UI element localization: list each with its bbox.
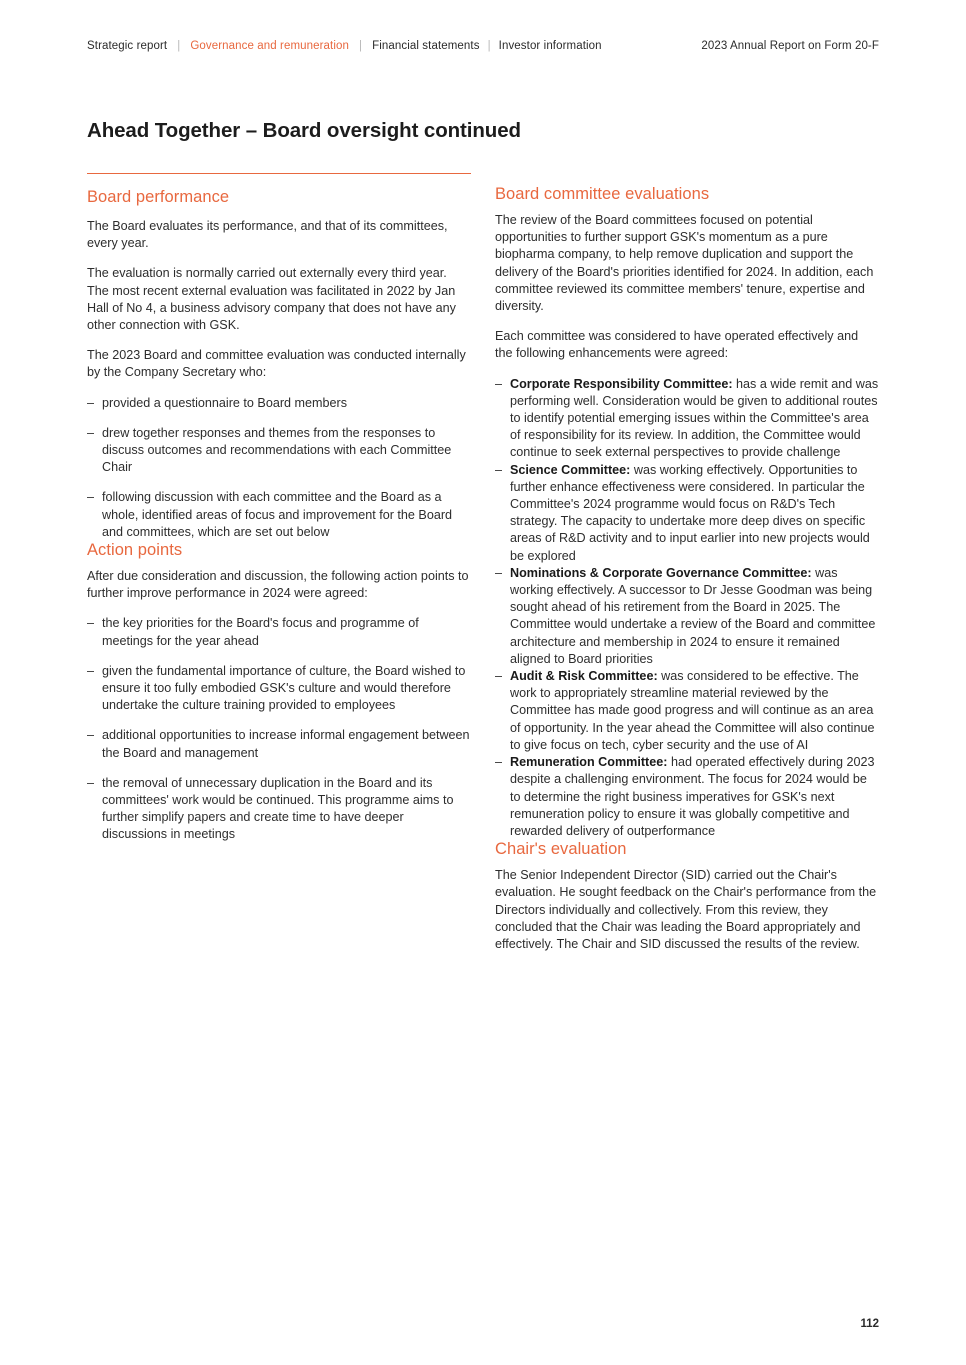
list-item-text: was working effectively. A successor to Dr Jesse Goodman was being sought ahead of his retirement from the Board in 2025. The Committee would undertake a review of the Board and committee architecture and membership in 2024 to ensure it remained aligned to Board priorities <box>510 565 876 666</box>
nav-separator: | <box>177 40 181 52</box>
committee-evaluations-bullet-list <box>495 376 879 840</box>
right-column <box>495 173 879 953</box>
paragraph: The review of the Board committees focused on potential opportunities to further support GSK's momentum as a pure biopharma company, to help remove duplication and support the delivery of the Board's priorities identified for 2024. In addition, each committee reviewed its committee members' tenure, expertise and diversity. <box>495 213 874 314</box>
list-item: – additional opportunities to increase informal engagement between the Board and management <box>87 727 471 761</box>
header-report-label: 2023 Annual Report on Form 20-F <box>701 40 879 52</box>
list-item <box>495 565 879 668</box>
list-item <box>495 668 879 754</box>
list-item <box>495 376 879 462</box>
list-item: – the key priorities for the Board's focus and programme of meetings for the year ahead <box>87 615 471 649</box>
list-item-lead: Corporate Responsibility Committee: <box>510 376 733 391</box>
paragraph: After due consideration and discussion, the following action points to further improve performance in 2024 were agreed: <box>87 569 469 601</box>
list-item: – following discussion with each committee and the Board as a whole, identified areas of focus and improvement for the Board and committees, which are set out below <box>87 489 471 541</box>
heading-board-performance: Board performance <box>87 188 230 206</box>
list-item-lead: Science Committee: <box>510 462 631 477</box>
nav-item-governance-and-remuneration[interactable]: Governance and remuneration <box>190 40 349 52</box>
left-column <box>87 173 471 953</box>
page-header <box>87 40 879 52</box>
paragraph: The Senior Independent Director (SID) carried out the Chair's evaluation. He sought feedback on the Chair's performance from the Directors individually and collectively. From this review, they concluded that the Chair was leading the Board appropriately and effectively. The Chair and SID discussed the results of the review. <box>495 868 877 951</box>
list-item-text: has a wide remit and was performing well. Consideration would be given to additional routes to identify potential emerging issues within the Committee's area of responsibility for its review. In addition, the Committee would continue to seek external perspectives to provide challenge <box>510 376 879 460</box>
paragraph: The 2023 Board and committee evaluation was conducted internally by the Company Secretary who: <box>87 348 466 380</box>
list-item: – given the fundamental importance of culture, the Board wished to ensure it too fully embodied GSK's culture and would therefore undertake the culture training provided to employees <box>87 663 471 715</box>
list-item-text: was considered to be effective. The work to appropriately streamline material reviewed by the Committee has made good progress and will continue as an area of opportunity. In the year ahead the Committee will also continue to give focus on tech, cyber security and the use of AI <box>510 669 875 752</box>
page-number: 112 <box>860 1318 879 1330</box>
section-divider-rule <box>87 173 471 174</box>
list-item: – provided a questionnaire to Board members <box>87 395 471 412</box>
paragraph: The Board evaluates its performance, and that of its committees, every year. <box>87 219 448 251</box>
list-item-lead: Audit & Risk Committee: <box>510 669 658 684</box>
list-item-lead: Remuneration Committee: <box>510 755 668 770</box>
content-columns <box>87 173 879 953</box>
nav-item-investor-information[interactable]: Investor information <box>498 40 602 52</box>
header-navigation <box>87 40 602 52</box>
heading-board-committee-evaluations: Board committee evaluations <box>495 185 710 203</box>
nav-separator: | <box>359 40 363 52</box>
list-item: – the removal of unnecessary duplication in the Board and its committees' work would be continued. This programme aims to further simplify papers and create time to have deeper discussions in meetings <box>87 775 471 844</box>
nav-item-financial-statements[interactable]: Financial statements <box>372 40 480 52</box>
board-performance-bullet-list <box>87 395 471 541</box>
action-points-bullet-list <box>87 615 471 843</box>
page-title: Ahead Together – Board oversight continued <box>87 118 521 142</box>
list-item: – drew together responses and themes from the responses to discuss outcomes and recommendations with each Committee Chair <box>87 425 471 477</box>
nav-item-strategic-report[interactable]: Strategic report <box>87 40 168 52</box>
list-item <box>495 754 879 840</box>
paragraph: The evaluation is normally carried out externally every third year. The most recent external evaluation was facilitated in 2022 by Jan Hall of No 4, a business advisory company that does not have any other connection with GSK. <box>87 266 456 333</box>
heading-action-points: Action points <box>87 541 183 560</box>
heading-chairs-evaluation: Chair's evaluation <box>495 840 627 859</box>
list-item <box>495 462 879 565</box>
nav-separator: | <box>487 40 491 52</box>
list-item-lead: Nominations & Corporate Governance Committee: <box>510 565 812 580</box>
list-item-text: was working effectively. Opportunities to further enhance effectiveness were considered. In particular the Committee's 2024 programme would focus on R&D's Tech strategy. The capacity to undertake more deep dives on specific areas of R&D activity and to input earlier into new projects would be explored <box>510 462 870 563</box>
list-item-text: had operated effectively during 2023 despite a challenging environment. The focus for 2024 would be to determine the right business imperatives for GSK's next remuneration policy to ensure it was globally competitive and rewarded delivery of outperformance <box>510 755 875 838</box>
paragraph: Each committee was considered to have operated effectively and the following enhancements were agreed: <box>495 329 859 361</box>
